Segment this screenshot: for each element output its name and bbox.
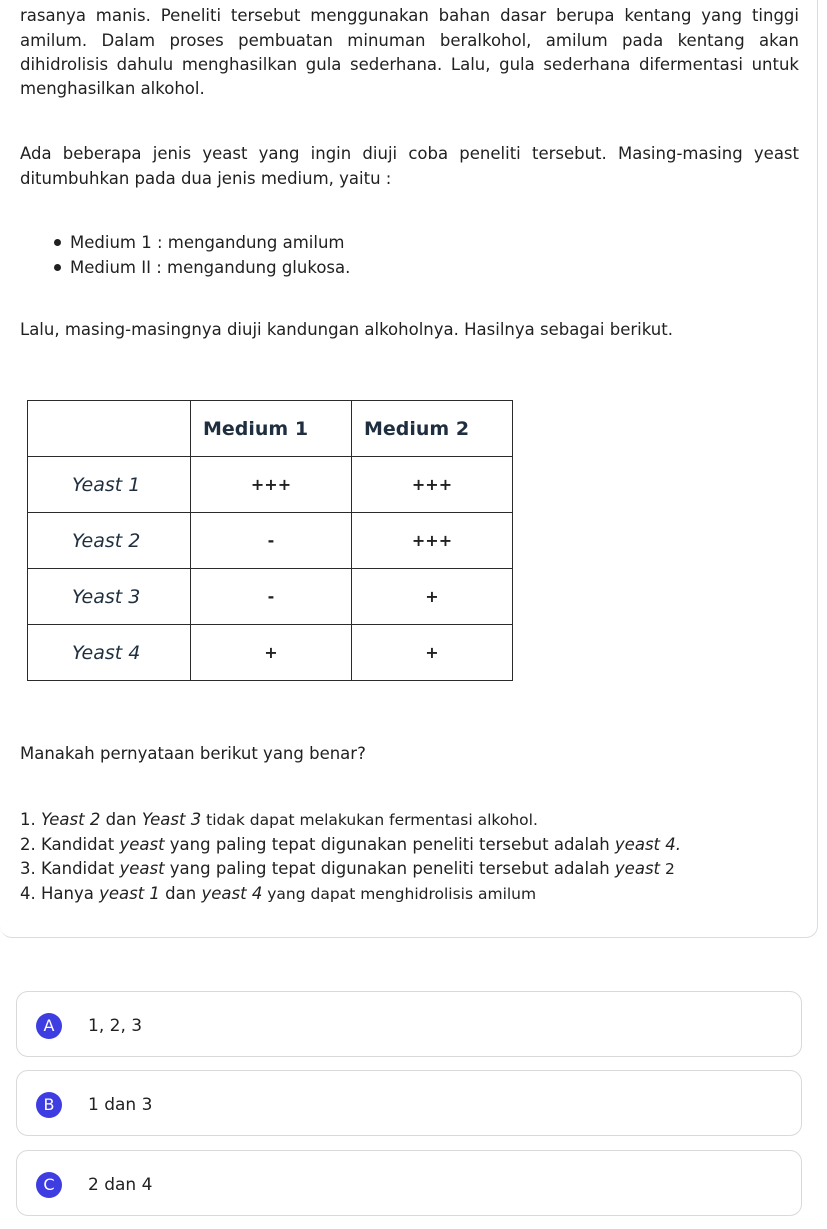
statement-1: [20, 808, 681, 833]
cell-medium-2: +++: [352, 513, 513, 569]
option-letter-badge: C: [36, 1172, 62, 1198]
cell-medium-1: -: [191, 513, 352, 569]
medium-item: Medium II : mengandung glukosa.: [50, 255, 350, 280]
intro-paragraph-3: Lalu, masing-masingnya diuji kandungan alkoholnya. Hasilnya sebagai berikut.: [20, 320, 673, 339]
statement-list: [20, 808, 681, 906]
table-corner-cell: [28, 401, 191, 457]
statement-4: [20, 882, 681, 907]
option-letter-badge: B: [36, 1092, 62, 1118]
statement-text: yang dapat menghidrolisis amilum: [262, 884, 537, 903]
statement-term: yeast: [614, 859, 661, 878]
option-c[interactable]: [16, 1150, 802, 1216]
table-row: [28, 625, 513, 681]
statement-text: dan: [159, 883, 202, 903]
intro-line: Ada beberapa jenis yeast yang ingin diuji coba peneliti tersebut. Masing-masing yeast: [20, 144, 799, 163]
statement-text: tidak dapat melakukan fermentasi alkohol.: [201, 811, 538, 829]
table-header-row: [28, 401, 513, 457]
row-label: Yeast 1: [28, 457, 191, 513]
statement-text: yang paling tepat digunakan peneliti tersebut adalah: [164, 859, 615, 878]
intro-paragraph-1-last-line: [20, 77, 799, 102]
cell-medium-1: -: [191, 569, 352, 625]
row-label: Yeast 4: [28, 625, 191, 681]
table-header-medium-2: Medium 2: [352, 401, 513, 457]
intro-line: ditumbuhkan pada dua jenis medium, yaitu :: [20, 169, 392, 188]
cell-medium-2: +++: [352, 457, 513, 513]
question-text: Manakah pernyataan berikut yang benar?: [20, 744, 366, 763]
intro-paragraph-2-last-line: [20, 167, 799, 192]
statement-term: Yeast 3: [141, 810, 202, 829]
statement-number: 4. Hanya: [20, 883, 100, 903]
intro-paragraph-2: [20, 142, 799, 167]
intro-paragraph-1: [20, 4, 799, 78]
statement-term: yeast 4.: [614, 834, 682, 854]
row-label: Yeast 3: [28, 569, 191, 625]
cell-medium-2: +: [352, 569, 513, 625]
option-letter-badge: A: [36, 1013, 62, 1039]
statement-text: yang paling tepat digunakan peneliti tersebut adalah: [164, 834, 615, 854]
cell-medium-2: +: [352, 625, 513, 681]
statement-number: 3. Kandidat: [20, 859, 120, 878]
option-text: 2 dan 4: [88, 1175, 153, 1195]
statement-text: 2: [660, 860, 675, 878]
statement-term: yeast 4: [201, 883, 263, 903]
statement-term: Yeast 2: [41, 810, 101, 829]
statement-number: 2. Kandidat: [20, 834, 120, 854]
table-row: [28, 513, 513, 569]
row-label: Yeast 2: [28, 513, 191, 569]
statement-number: 1.: [20, 810, 41, 829]
table-header-medium-1: Medium 1: [191, 401, 352, 457]
intro-line: menghasilkan alkohol.: [20, 79, 205, 98]
table-row: [28, 457, 513, 513]
option-text: 1, 2, 3: [88, 1016, 143, 1036]
statement-3: [20, 857, 681, 882]
option-text: 1 dan 3: [88, 1095, 153, 1115]
intro-line: dihidrolisis dahulu menghasilkan gula sederhana. Lalu, gula sederhana difermentasi untuk: [20, 55, 799, 74]
intro-line: rasanya manis. Peneliti tersebut menggunakan bahan dasar berupa kentang yang tinggi: [20, 6, 799, 25]
medium-item: Medium 1 : mengandung amilum: [50, 230, 350, 255]
statement-text: dan: [100, 810, 142, 829]
statement-2: [20, 833, 681, 858]
cell-medium-1: +: [191, 625, 352, 681]
option-b[interactable]: [16, 1070, 802, 1136]
results-table: [27, 400, 513, 681]
intro-line: amilum. Dalam proses pembuatan minuman beralkohol, amilum pada kentang akan: [20, 30, 799, 50]
statement-term: yeast: [119, 859, 165, 878]
cell-medium-1: +++: [191, 457, 352, 513]
option-a[interactable]: [16, 991, 802, 1057]
statement-term: yeast: [119, 834, 165, 854]
medium-list: [50, 230, 350, 280]
table-row: [28, 569, 513, 625]
statement-term: yeast 1: [99, 883, 160, 903]
